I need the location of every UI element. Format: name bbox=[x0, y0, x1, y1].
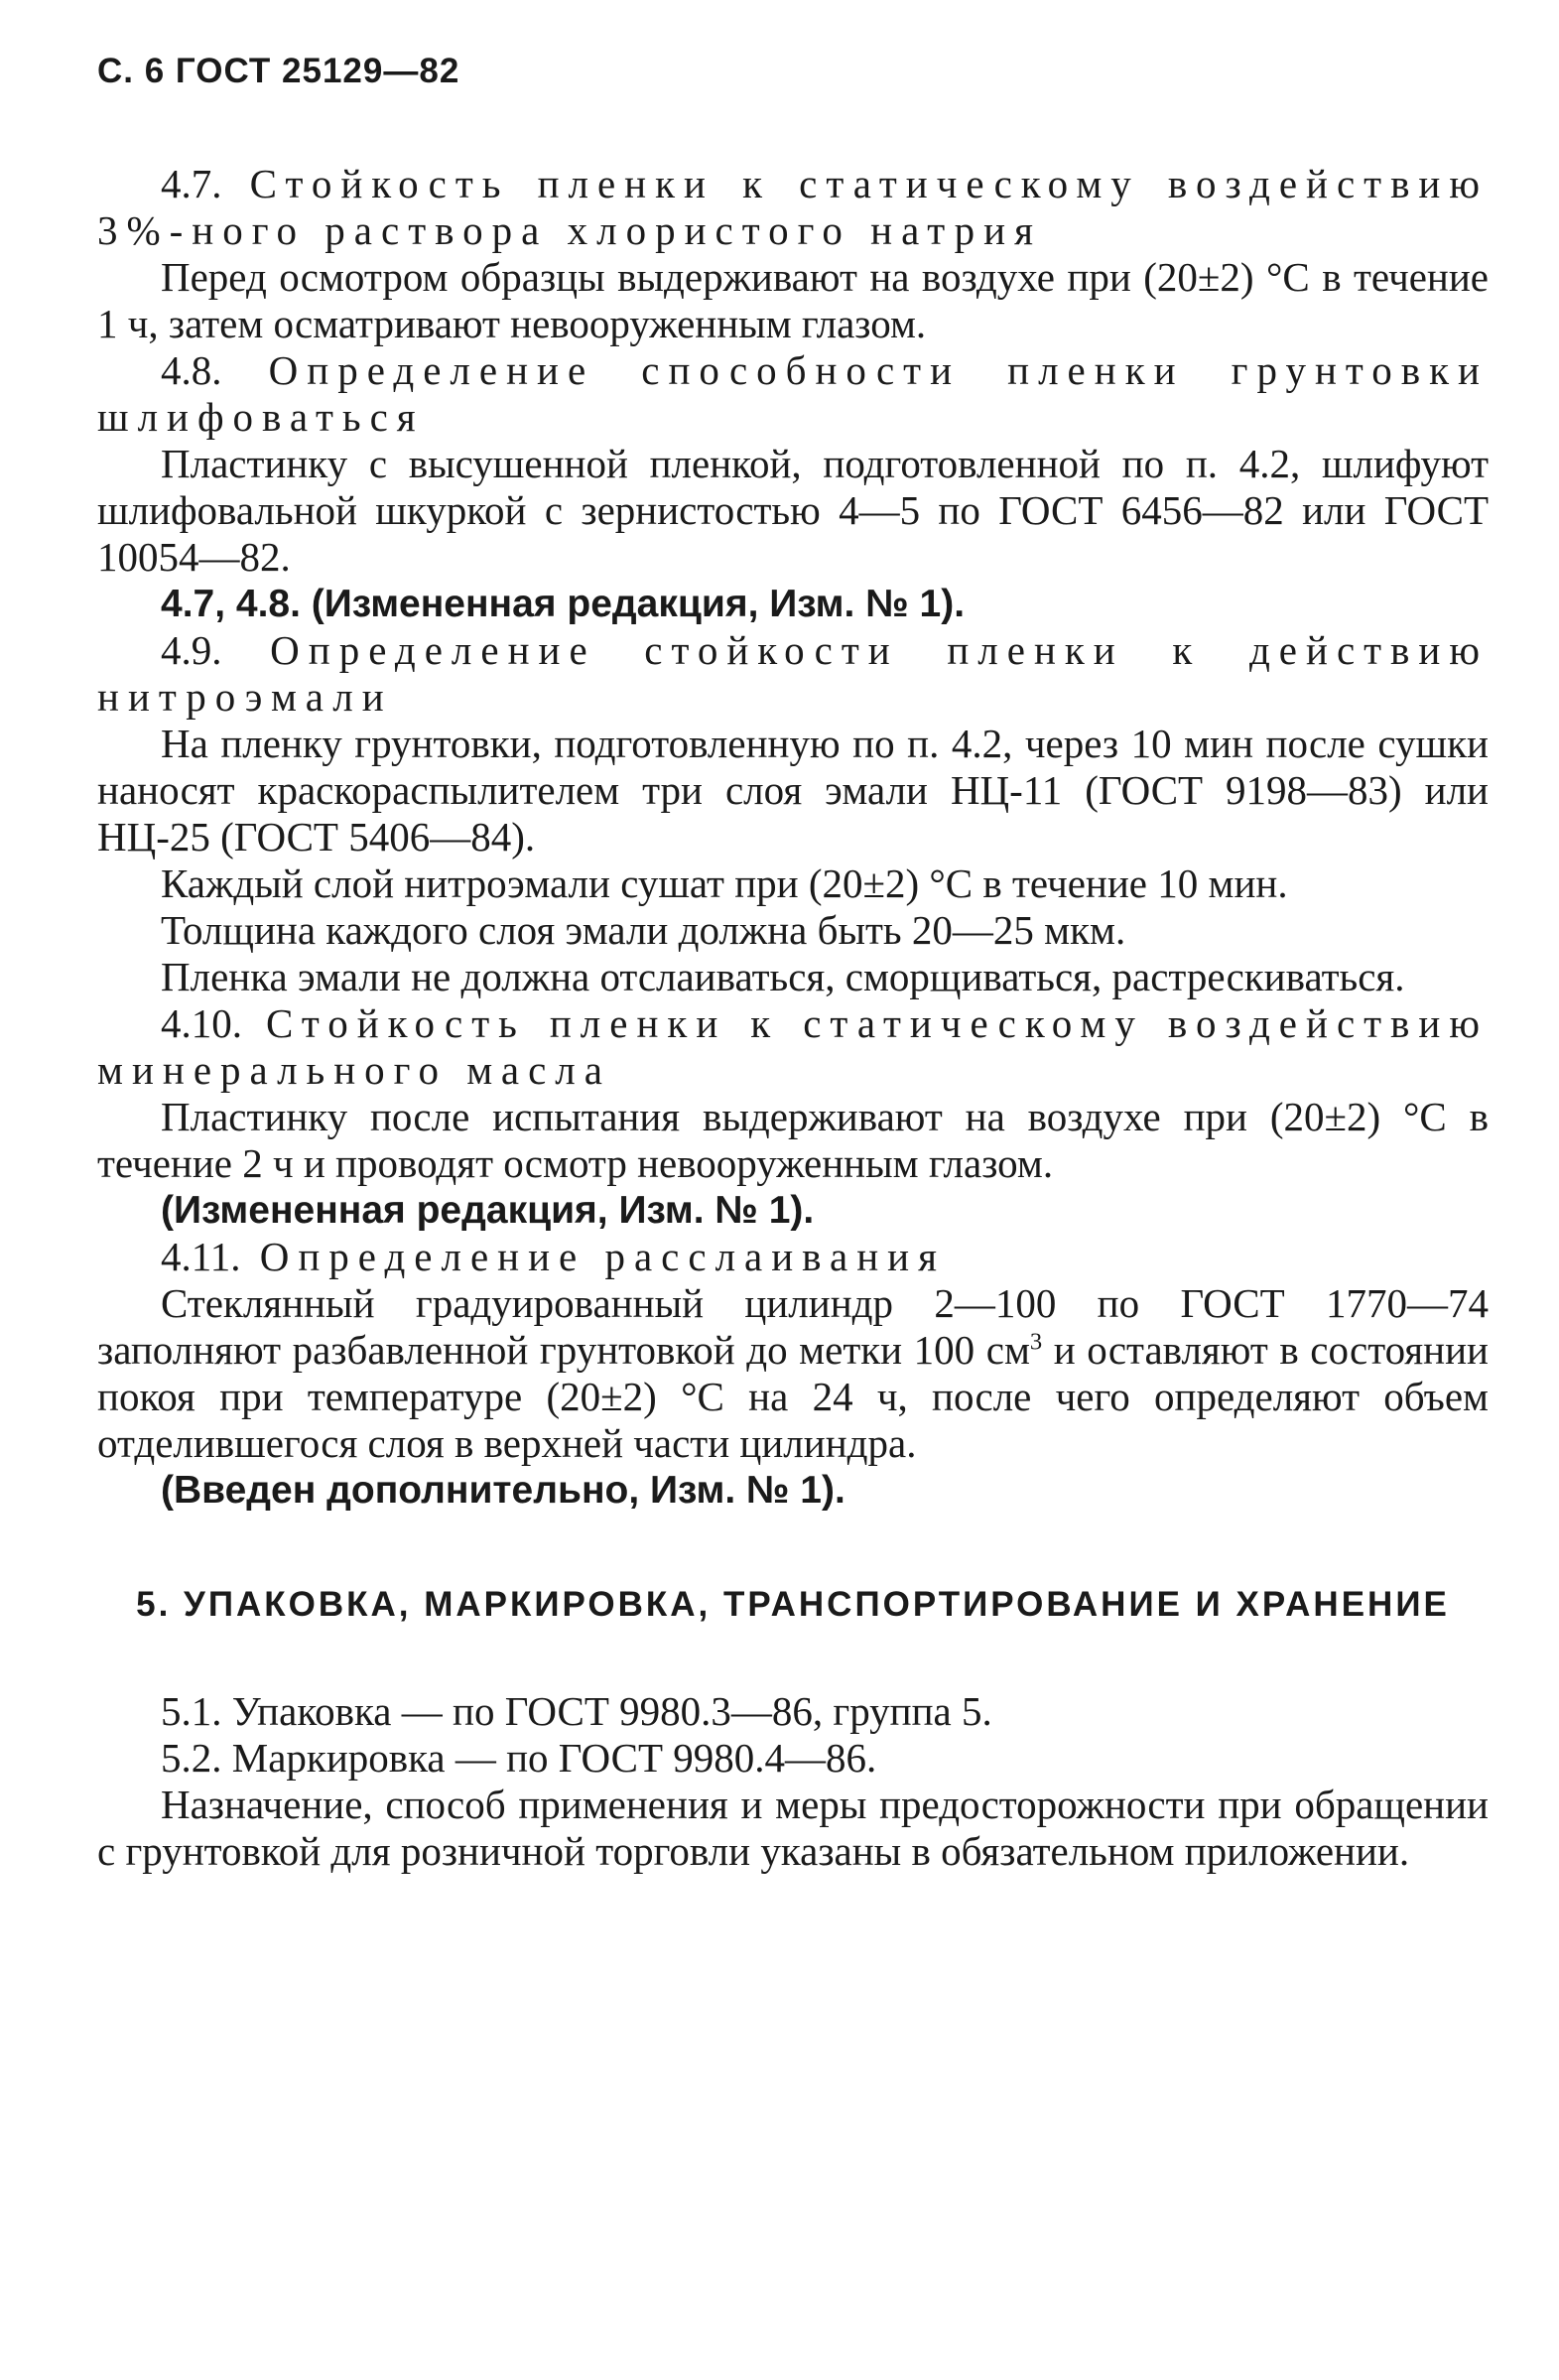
clause-4-9-text-2: Каждый слой нитроэмали сушат при (20±2) °С в течение 10 мин. bbox=[161, 860, 1288, 906]
clause-4-11-text bbox=[97, 1280, 1489, 1467]
document-page bbox=[97, 52, 1489, 1875]
section-5-title: 5. УПАКОВКА, МАРКИРОВКА, ТРАНСПОРТИРОВАНИЕ И ХРАНЕНИЕ bbox=[136, 1585, 1450, 1624]
clause-4-7-text: Перед осмотром образцы выдерживают на воздухе при (20±2) °С в течение 1 ч, затем осматривают невооруженным глазом. bbox=[97, 254, 1489, 346]
clause-4-7-title bbox=[97, 161, 1489, 254]
page-header: С. 6 ГОСТ 25129—82 bbox=[97, 52, 460, 90]
clause-number: 4.11. bbox=[161, 1234, 241, 1279]
clause-4-9-text-4: Пленка эмали не должна отслаиваться, сморщиваться, растрескиваться. bbox=[161, 954, 1405, 999]
clause-text-part: и оставляют в состоянии покоя при температуре (20±2) °С на 24 ч, после чего определяют объем отделившегося слоя в верхней части цилиндра. bbox=[97, 1327, 1489, 1466]
superscript: 3 bbox=[1029, 1328, 1043, 1356]
clause-4-10-text: Пластинку после испытания выдерживают на воздухе при (20±2) °С в течение 2 ч и проводят осмотр невооруженным глазом. bbox=[97, 1094, 1489, 1186]
clause-4-9-title bbox=[97, 627, 1489, 721]
clause-4-11-title bbox=[97, 1234, 1489, 1280]
amendment-note: 4.7, 4.8. (Измененная редакция, Изм. № 1). bbox=[161, 583, 966, 625]
clause-number: 4.9. bbox=[161, 627, 222, 673]
clause-5-1: 5.1. Упаковка — по ГОСТ 9980.3—86, группа 5. bbox=[161, 1688, 992, 1734]
clause-number: 4.7. bbox=[161, 161, 222, 206]
clause-5-2-text: Назначение, способ применения и меры предосторожности при обращении с грунтовкой для розничной торговли указаны в обязательном приложении. bbox=[97, 1782, 1489, 1874]
clause-title-text: Определение способности пленки грунтовки шлифоваться bbox=[97, 347, 1489, 440]
clause-title-text: Стойкость пленки к статическому воздействию минерального масла bbox=[97, 1000, 1489, 1093]
clause-title-text: Определение расслаивания bbox=[259, 1234, 946, 1279]
clause-number: 4.10. bbox=[161, 1000, 242, 1046]
clause-4-8-title bbox=[97, 347, 1489, 441]
clause-4-8-text: Пластинку с высушенной пленкой, подготовленной по п. 4.2, шлифуют шлифовальной шкуркой с зернистостью 4—5 по ГОСТ 6456—82 или ГОСТ 10054—82. bbox=[97, 441, 1489, 580]
amendment-note: (Введен дополнительно, Изм. № 1). bbox=[161, 1469, 845, 1512]
clause-title-text: Определение стойкости пленки к действию нитроэмали bbox=[97, 627, 1489, 720]
clause-number: 4.8. bbox=[161, 347, 222, 393]
clause-4-9-text-3: Толщина каждого слоя эмали должна быть 20—25 мкм. bbox=[161, 907, 1126, 953]
clause-4-9-text-1: На пленку грунтовки, подготовленную по п. 4.2, через 10 мин после сушки наносят краскораспылителем три слоя эмали НЦ-11 (ГОСТ 9198—83) или НЦ-25 (ГОСТ 5406—84). bbox=[97, 721, 1489, 859]
clause-text-part: Стеклянный градуированный цилиндр 2—100 по ГОСТ 1770—74 заполняют разбавленной грунтовкой до метки 100 см bbox=[97, 1280, 1489, 1373]
amendment-note: (Измененная редакция, Изм. № 1). bbox=[161, 1189, 815, 1232]
clause-4-10-title bbox=[97, 1000, 1489, 1094]
clause-title-text: Стойкость пленки к статическому воздействию 3%-ного раствора хлористого натрия bbox=[97, 161, 1489, 253]
clause-5-2: 5.2. Маркировка — по ГОСТ 9980.4—86. bbox=[161, 1735, 877, 1781]
